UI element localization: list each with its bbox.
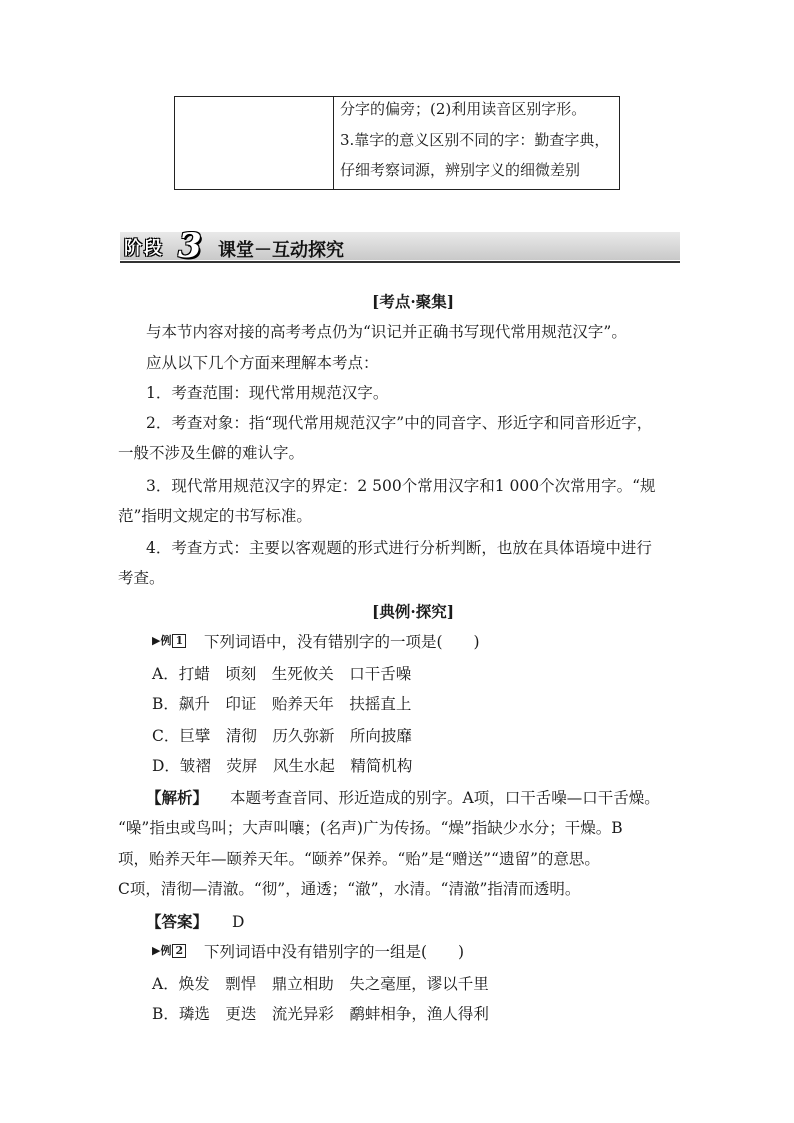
answer-label: 【答案】 xyxy=(146,912,209,931)
paragraph-line: 4．考查方式：主要以客观题的形式进行分析判断，也放在具体语境中进行 xyxy=(146,539,652,557)
stage-number: 3 xyxy=(178,226,202,266)
table-line: 分字的偏旁；(2)利用读音区别字形。 xyxy=(340,100,587,118)
option-line: A．打蜡 顷刻 生死攸关 口干舌噪 xyxy=(152,665,412,683)
analysis-line: C项，清彻—清澈。“彻”，通透；“澈”，水清。“清澈”指清而透明。 xyxy=(118,880,581,898)
paragraph-line: 与本节内容对接的高考考点仍为“识记并正确书写现代常用规范汉字”。 xyxy=(146,323,627,341)
paragraph-line: 考查。 xyxy=(118,569,165,587)
paragraph-line: 2．考查对象：指“现代常用规范汉字”中的同音字、形近字和同音形近字， xyxy=(146,414,653,432)
example-question: 下列词语中没有错别字的一组是( ) xyxy=(204,943,465,961)
answer-value: D xyxy=(232,913,245,931)
top-table xyxy=(174,96,620,190)
paragraph-line: 3．现代常用规范汉字的界定：2 500个常用汉字和1 000个次常用字。“规 xyxy=(146,477,656,495)
option-line: A．焕发 剽悍 鼎立相助 失之毫厘，谬以千里 xyxy=(152,975,489,993)
option-line: B．璘选 更迭 流光异彩 鹬蚌相争，渔人得利 xyxy=(152,1005,489,1023)
paragraph-line: 范”指明文规定的书写标准。 xyxy=(118,507,312,525)
section-heading-dianli: [典例·探究] xyxy=(372,602,455,621)
analysis-line: 项，贻养天年—颐养天年。“颐养”保养。“贻”是“赠送”“遗留”的意思。 xyxy=(118,850,600,868)
example-number: 1 xyxy=(172,634,186,648)
table-left-cell xyxy=(175,97,334,190)
stage-label: 阶段 xyxy=(124,238,164,259)
analysis-line: 本题考查音同、形近造成的别字。A项，口干舌噪—口干舌燥。 xyxy=(230,789,660,807)
example-marker xyxy=(152,944,186,958)
example-marker-label: ▶例 xyxy=(152,944,172,957)
option-line: D．皱褶 荧屏 风生水起 精简机构 xyxy=(152,757,413,775)
table-line: 仔细考察词源，辨别字义的细微差别 xyxy=(340,161,581,179)
example-marker xyxy=(152,634,186,648)
analysis-label: 【解析】 xyxy=(146,788,209,807)
banner-title: 课堂－互动探究 xyxy=(218,240,344,261)
paragraph-line: 应从以下几个方面来理解本考点： xyxy=(146,354,379,372)
table-right-cell xyxy=(334,97,620,190)
example-marker-label: ▶例 xyxy=(152,634,172,647)
example-number: 2 xyxy=(172,944,186,958)
example-question: 下列词语中，没有错别字的一项是( ) xyxy=(204,633,480,651)
option-line: B．飙升 印证 贻养天年 扶摇直上 xyxy=(152,695,412,713)
paragraph-line: 一般不涉及生僻的难认字。 xyxy=(118,444,305,462)
paragraph-line: 1．考查范围：现代常用规范汉字。 xyxy=(146,384,389,402)
option-line: C．巨擘 清彻 历久弥新 所向披靡 xyxy=(152,727,412,745)
section-heading-kaodian: [考点·聚集] xyxy=(372,292,455,311)
table-line: 3.靠字的意义区别不同的字：勤查字典， xyxy=(340,131,610,149)
stage-banner xyxy=(120,226,680,266)
analysis-line: “噪”指虫或鸟叫；大声叫嚷；(名声)广为传扬。“燥”指缺少水分；干燥。B xyxy=(118,819,623,837)
